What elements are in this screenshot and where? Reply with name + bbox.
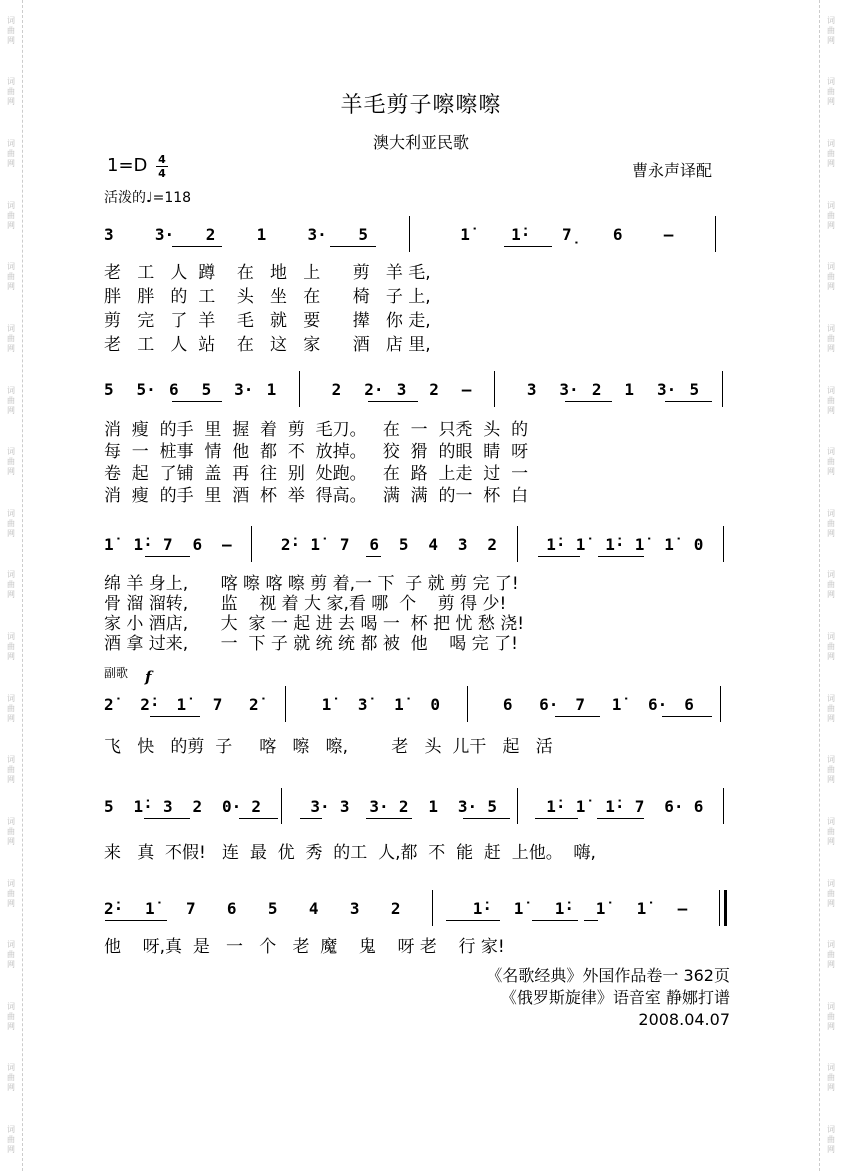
beam — [145, 556, 190, 557]
watermark-text: 词曲网 — [827, 570, 835, 600]
watermark-text: 词曲网 — [827, 878, 835, 908]
barline — [715, 216, 716, 252]
note: 0· — [221, 797, 242, 816]
song-subtitle: 澳大利亚民歌 — [372, 133, 469, 152]
barline — [722, 371, 723, 407]
beam — [504, 246, 552, 247]
watermark-text: 词曲网 — [7, 77, 15, 107]
note: 3· — [234, 380, 254, 399]
final-barline — [719, 890, 727, 926]
note: 2 — [429, 380, 439, 399]
watermark-text: 词曲网 — [7, 816, 15, 846]
lyric-line: 家 小 酒店, 大 家 一 起 进 去 喝 一 杯 把 忧 愁 浇! — [104, 614, 525, 634]
barline — [723, 526, 724, 562]
note: 6 — [502, 695, 513, 714]
note: 1̇· — [554, 899, 574, 918]
lyric-line: 消 瘦 的手 里 握 着 剪 毛刀。 在 一 只秃 头 的 — [104, 420, 529, 440]
note: 2 — [398, 797, 409, 816]
beam — [598, 556, 644, 557]
note: 2 — [251, 797, 262, 816]
source-line-1: 《名歌经典》外国作品卷一 362页 — [486, 966, 730, 985]
watermark-text: 词曲网 — [7, 940, 15, 970]
note: 6 — [369, 535, 379, 554]
watermark-text: 词曲网 — [827, 323, 835, 353]
note: 5 — [487, 797, 497, 816]
note: 2 — [487, 535, 497, 554]
beam — [555, 716, 600, 717]
note: 2 — [192, 797, 203, 816]
note: 2· — [364, 380, 384, 399]
lyric-line: 绵 羊 身上, 喀 嚓 喀 嚓 剪 着,一 下 子 就 剪 完 了! — [104, 574, 519, 594]
note: – — [663, 225, 674, 244]
beam — [662, 716, 712, 717]
barline — [723, 788, 724, 824]
note: 3· — [656, 380, 677, 399]
watermark-text: 词曲网 — [7, 385, 15, 415]
note: 3 — [457, 535, 468, 554]
note: 1̇· — [511, 225, 531, 244]
note: 2̇ — [104, 695, 114, 714]
beam — [366, 556, 381, 557]
watermark-text: 词曲网 — [827, 508, 835, 538]
beam — [300, 818, 322, 819]
lyric-line: 他 呀,真 是 一 个 老 魔 鬼 呀 老 行 家! — [104, 937, 505, 957]
note: 5· — [136, 380, 156, 399]
note: 7 — [575, 695, 586, 714]
beam — [597, 818, 644, 819]
watermark-text: 词曲网 — [7, 1125, 15, 1155]
note: 1̇ — [394, 695, 404, 714]
note: 1̇ — [321, 695, 332, 714]
note: 3· — [310, 797, 330, 816]
lyric-line: 骨 溜 溜转, 监 视 着 大 家,看 哪 个 剪 得 少! — [104, 594, 507, 614]
beam — [366, 818, 412, 819]
note: 1 — [428, 797, 438, 816]
barline — [285, 686, 286, 722]
note: 5 — [689, 380, 700, 399]
beam — [105, 920, 167, 921]
time-signature — [156, 154, 168, 179]
barline — [432, 890, 433, 926]
dynamic-marking: f — [145, 668, 152, 686]
note: 3 — [349, 899, 360, 918]
barline — [467, 686, 468, 722]
note: 1 — [624, 380, 635, 399]
beam — [150, 716, 200, 717]
note: 1̇ — [310, 535, 321, 554]
lyric-line: 胖 胖 的 工 头 坐 在 椅 子 上, — [104, 287, 431, 307]
note: 0 — [693, 535, 704, 554]
barline — [494, 371, 495, 407]
watermark-text: 词曲网 — [827, 385, 835, 415]
note: 1̇· — [546, 535, 566, 554]
note: 1̇ — [664, 535, 674, 554]
watermark-text: 词曲网 — [7, 323, 15, 353]
barline — [409, 216, 410, 252]
watermark-text: 词曲网 — [7, 1063, 15, 1093]
note: 3· — [457, 797, 478, 816]
note: 2 — [331, 380, 342, 399]
note: 1̇ — [634, 535, 645, 554]
watermark-text: 词曲网 — [827, 1001, 835, 1031]
note: – — [677, 899, 688, 918]
watermark-text: 词曲网 — [827, 447, 835, 477]
watermark-text: 词曲网 — [827, 693, 835, 723]
note: 5 — [104, 380, 114, 399]
watermark-text: 词曲网 — [827, 200, 835, 230]
note: 6· — [664, 797, 684, 816]
note: 4 — [308, 899, 319, 918]
watermark-text: 词曲网 — [827, 77, 835, 107]
right-watermark-strip — [819, 0, 842, 1171]
barline — [720, 686, 721, 722]
beam — [532, 920, 578, 921]
beam — [584, 920, 598, 921]
note: 7̣ — [561, 225, 582, 244]
note: 2 — [390, 899, 401, 918]
note: 3 — [396, 380, 407, 399]
barline — [299, 371, 300, 407]
barline — [281, 788, 282, 824]
watermark-text: 词曲网 — [7, 878, 15, 908]
lyric-line: 酒 拿 过来, 一 下 子 就 统 统 都 被 他 喝 完 了! — [104, 634, 518, 654]
note: 1 — [266, 380, 277, 399]
note: 5 — [201, 380, 212, 399]
note: 1̇ — [636, 899, 647, 918]
watermark-text: 词曲网 — [827, 755, 835, 785]
watermark-text: 词曲网 — [827, 632, 835, 662]
note: 6 — [684, 695, 694, 714]
time-signature-top: 4 — [158, 153, 166, 166]
note: 6· — [647, 695, 668, 714]
note: 1̇ — [513, 899, 524, 918]
note: 3· — [154, 225, 175, 244]
note: 1̇ — [176, 695, 187, 714]
source-credit — [486, 965, 730, 1031]
beam — [144, 818, 190, 819]
note: 1̇· — [605, 797, 625, 816]
note: 3 — [526, 380, 537, 399]
key-signature: 1=D — [107, 155, 148, 176]
note: 5 — [358, 225, 369, 244]
beam — [330, 246, 376, 247]
note: 3· — [307, 225, 327, 244]
watermark-text: 词曲网 — [827, 15, 835, 45]
watermark-text: 词曲网 — [827, 940, 835, 970]
note: 7 — [339, 535, 350, 554]
note: 1̇· — [605, 535, 625, 554]
note: 2 — [591, 380, 602, 399]
watermark-text: 词曲网 — [7, 15, 15, 45]
note: 5 — [267, 899, 278, 918]
note: 1 — [256, 225, 267, 244]
time-signature-bottom: 4 — [158, 167, 166, 180]
note: 6 — [226, 899, 237, 918]
source-line-2: 《俄罗斯旋律》语音室 静娜打谱 — [500, 988, 730, 1007]
watermark-text: 词曲网 — [827, 816, 835, 846]
note: 6 — [169, 380, 179, 399]
note: 1̇· — [133, 797, 153, 816]
chorus-label: 副歌 — [104, 666, 129, 680]
note: 1̇ — [460, 225, 470, 244]
watermark-text: 词曲网 — [7, 632, 15, 662]
note: 1̇· — [133, 535, 153, 554]
note: 2̇· — [280, 535, 301, 554]
lyric-line: 老 工 人 蹲 在 地 上 剪 羊 毛, — [104, 263, 431, 283]
note: 1̇ — [611, 695, 622, 714]
tempo-marking: 活泼的♩=118 — [104, 190, 192, 206]
note: 5 — [398, 535, 409, 554]
watermark-text: 词曲网 — [827, 1063, 835, 1093]
watermark-text: 词曲网 — [7, 570, 15, 600]
beam — [446, 920, 500, 921]
barline — [517, 526, 518, 562]
note: 6 — [612, 225, 623, 244]
note: 3 — [104, 225, 114, 244]
lyric-line: 剪 完 了 羊 毛 就 要 撵 你 走, — [104, 311, 431, 331]
note: 7 — [212, 695, 223, 714]
watermark-text: 词曲网 — [827, 139, 835, 169]
note: – — [221, 535, 232, 554]
lyric-line: 每 一 桩事 情 他 都 不 放掉。 狡 猾 的眼 睛 呀 — [104, 442, 529, 462]
beam — [463, 818, 510, 819]
note: 3̇ — [357, 695, 368, 714]
note: 7 — [185, 899, 196, 918]
note: 6· — [539, 695, 559, 714]
beam — [368, 401, 418, 402]
lyric-line: 来 真 不假! 连 最 优 秀 的工 人,都 不 能 赶 上他。 嗨, — [104, 843, 596, 863]
lyric-line: 老 工 人 站 在 这 家 酒 店 里, — [104, 335, 431, 355]
beam — [538, 556, 580, 557]
note: 6 — [693, 797, 704, 816]
watermark-text: 词曲网 — [7, 693, 15, 723]
lyric-line: 消 瘦 的手 里 酒 杯 举 得高。 满 满 的一 杯 白 — [104, 486, 529, 506]
watermark-text: 词曲网 — [7, 200, 15, 230]
watermark-text: 词曲网 — [7, 447, 15, 477]
watermark-text: 词曲网 — [7, 1001, 15, 1031]
note: 1̇ — [595, 899, 606, 918]
note: 2 — [205, 225, 216, 244]
note: 7 — [162, 535, 173, 554]
beam — [172, 401, 222, 402]
note: 2̇· — [140, 695, 160, 714]
watermark-text: 词曲网 — [827, 1125, 835, 1155]
note: 6 — [192, 535, 203, 554]
watermark-text: 词曲网 — [7, 755, 15, 785]
watermark-text: 词曲网 — [827, 262, 835, 292]
barline — [517, 788, 518, 824]
note: 1̇· — [546, 797, 566, 816]
note: 1̇ — [575, 797, 586, 816]
note: 5 — [104, 797, 114, 816]
left-watermark-strip — [0, 0, 23, 1171]
note: 1̇ — [144, 899, 155, 918]
note: 1̇ — [104, 535, 114, 554]
note: 3· — [369, 797, 389, 816]
note: 2̇ — [249, 695, 259, 714]
note: 4 — [428, 535, 438, 554]
note: 2̇· — [104, 899, 124, 918]
beam — [665, 401, 712, 402]
note: 0 — [430, 695, 441, 714]
lyric-line: 飞 快 的剪 子 喀 嚓 嚓, 老 头 儿干 起 活 — [104, 737, 553, 757]
note: 3· — [559, 380, 579, 399]
watermark-text: 词曲网 — [7, 262, 15, 292]
note: – — [461, 380, 472, 399]
song-title: 羊毛剪子嚓嚓嚓 — [340, 93, 502, 118]
note: 3 — [162, 797, 173, 816]
note: 3 — [339, 797, 350, 816]
lyric-line: 卷 起 了铺 盖 再 往 别 处跑。 在 路 上走 过 一 — [104, 464, 529, 484]
watermark-text: 词曲网 — [7, 139, 15, 169]
beam — [565, 401, 612, 402]
note: 1̇· — [472, 899, 493, 918]
arranger-credit: 曹永声译配 — [632, 161, 713, 180]
watermark-text: 词曲网 — [7, 508, 15, 538]
barline — [251, 526, 252, 562]
beam — [239, 818, 278, 819]
beam — [172, 246, 222, 247]
source-line-3: 2008.04.07 — [638, 1010, 730, 1029]
beam — [535, 818, 578, 819]
note: 7 — [634, 797, 645, 816]
note: 1̇ — [575, 535, 586, 554]
